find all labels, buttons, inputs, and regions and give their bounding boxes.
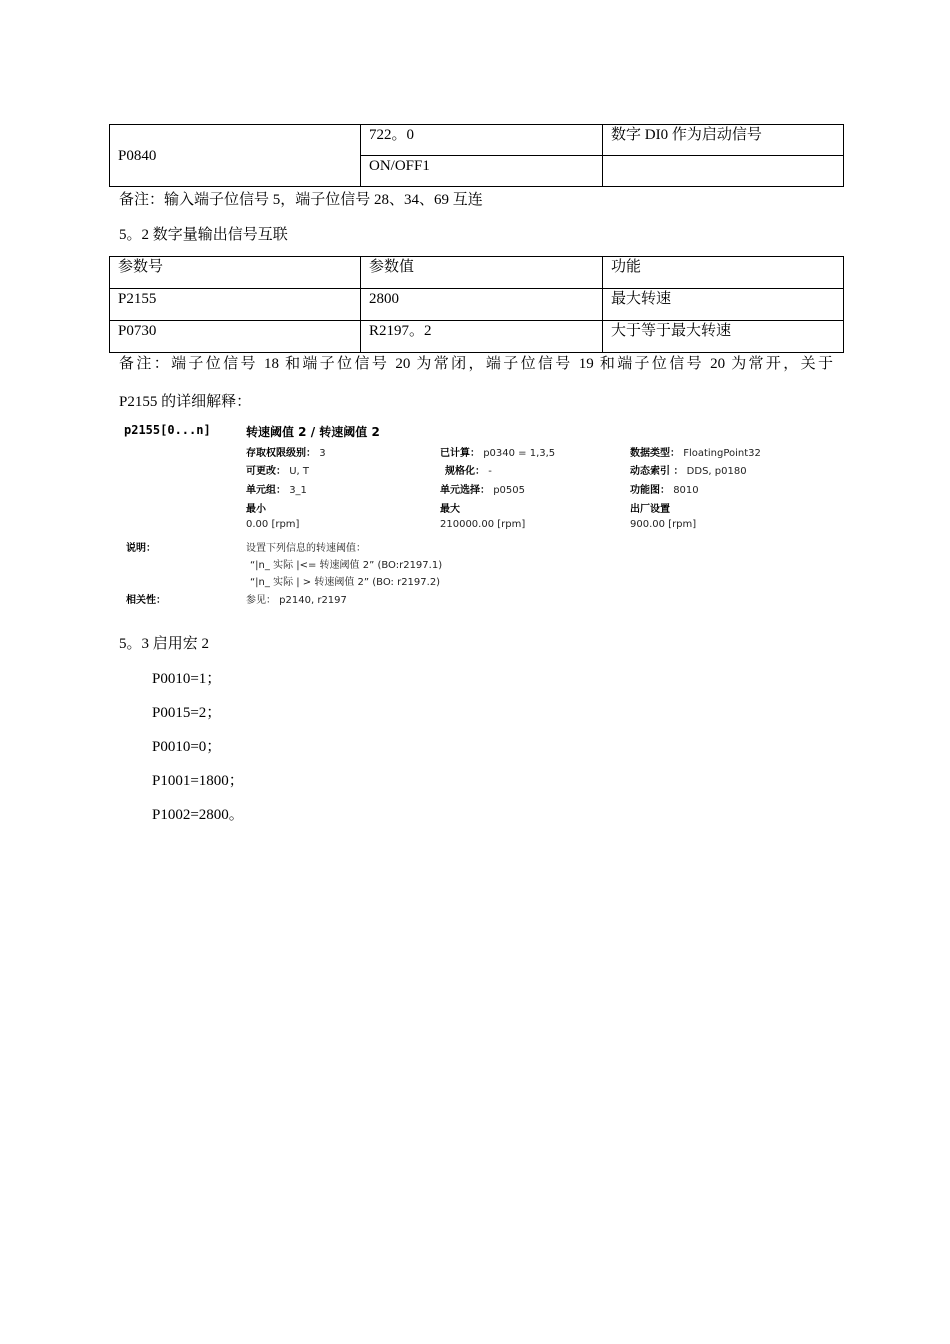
table-cell: 最大转速 bbox=[603, 289, 844, 321]
io-signal-table bbox=[109, 124, 844, 187]
function-diagram: 功能图： 8010 bbox=[630, 485, 699, 496]
table-row bbox=[110, 321, 844, 353]
function-cell: 数字 DI0 作为启动信号 bbox=[603, 125, 844, 156]
description-line: 设置下列信息的转速阈值： bbox=[246, 543, 366, 554]
command-line: P0015=2； bbox=[152, 705, 222, 721]
normalization: 规格化： - bbox=[445, 466, 492, 477]
table-cell: 大于等于最大转速 bbox=[603, 321, 844, 353]
table-cell: P2155 bbox=[110, 289, 361, 321]
min-label: 最小 bbox=[246, 504, 266, 515]
command-line: P0010=1； bbox=[152, 671, 222, 687]
command-line: P1001=1800； bbox=[152, 773, 244, 789]
table-header-row bbox=[110, 257, 844, 289]
header-cell: 参数值 bbox=[361, 257, 603, 289]
header-cell: 功能 bbox=[603, 257, 844, 289]
max-value: 210000.00 [rpm] bbox=[440, 519, 526, 530]
dependency-value: 参见： p2140, r2197 bbox=[246, 595, 347, 606]
description-line: “|n_ 实际 |<= 转速阈值 2” (BO:r2197.1) bbox=[250, 560, 443, 571]
note-input-terminals: 备注：输入端子位信号 5，端子位信号 28、34、69 互连 bbox=[119, 192, 483, 208]
changeable: 可更改： U, T bbox=[246, 466, 309, 477]
dynamic-index: 动态索引 ： DDS, p0180 bbox=[630, 466, 747, 477]
description-line: “|n_ 实际 | > 转速阈值 2” (BO: r2197.2) bbox=[250, 577, 441, 588]
parameter-description bbox=[124, 420, 844, 610]
table-row bbox=[110, 289, 844, 321]
command-line: P0010=0； bbox=[152, 739, 222, 755]
max-label: 最大 bbox=[440, 504, 460, 515]
output-signal-table bbox=[109, 256, 844, 353]
calculated: 已计算： p0340 = 1,3,5 bbox=[440, 448, 556, 459]
section-heading: 5。2 数字量输出信号互联 bbox=[119, 227, 288, 243]
access-level: 存取权限级别： 3 bbox=[246, 448, 326, 459]
value-cell: ON/OFF1 bbox=[361, 156, 603, 187]
param-title: 转速阈值 2 / 转速阈值 2 bbox=[246, 425, 380, 439]
unit-selection: 单元选择： p0505 bbox=[440, 485, 525, 496]
table-cell: 2800 bbox=[361, 289, 603, 321]
table-cell: P0730 bbox=[110, 321, 361, 353]
param-cell: P0840 bbox=[110, 125, 361, 187]
value-cell: 722。0 bbox=[361, 125, 603, 156]
data-type: 数据类型： FloatingPoint32 bbox=[630, 448, 761, 459]
command-line: P1002=2800。 bbox=[152, 807, 244, 823]
section-heading: 5。3 启用宏 2 bbox=[119, 636, 210, 652]
factory-value: 900.00 [rpm] bbox=[630, 519, 697, 530]
unit-group: 单元组： 3_1 bbox=[246, 485, 307, 496]
table-cell: R2197。2 bbox=[361, 321, 603, 353]
note-output-terminals: 备注：端子位信号 18 和端子位信号 20 为常闭，端子位信号 19 和端子位信号 20 为常开，关于 bbox=[119, 356, 833, 372]
empty-cell bbox=[603, 156, 844, 187]
description-label: 说明： bbox=[126, 543, 156, 554]
header-cell: 参数号 bbox=[110, 257, 361, 289]
param-id: p2155[0...n] bbox=[124, 423, 211, 437]
note-output-terminals-continued: P2155 的详细解释： bbox=[119, 394, 252, 410]
dependency-label: 相关性： bbox=[126, 595, 166, 606]
min-value: 0.00 [rpm] bbox=[246, 519, 300, 530]
factory-label: 出厂设置 bbox=[630, 504, 670, 515]
